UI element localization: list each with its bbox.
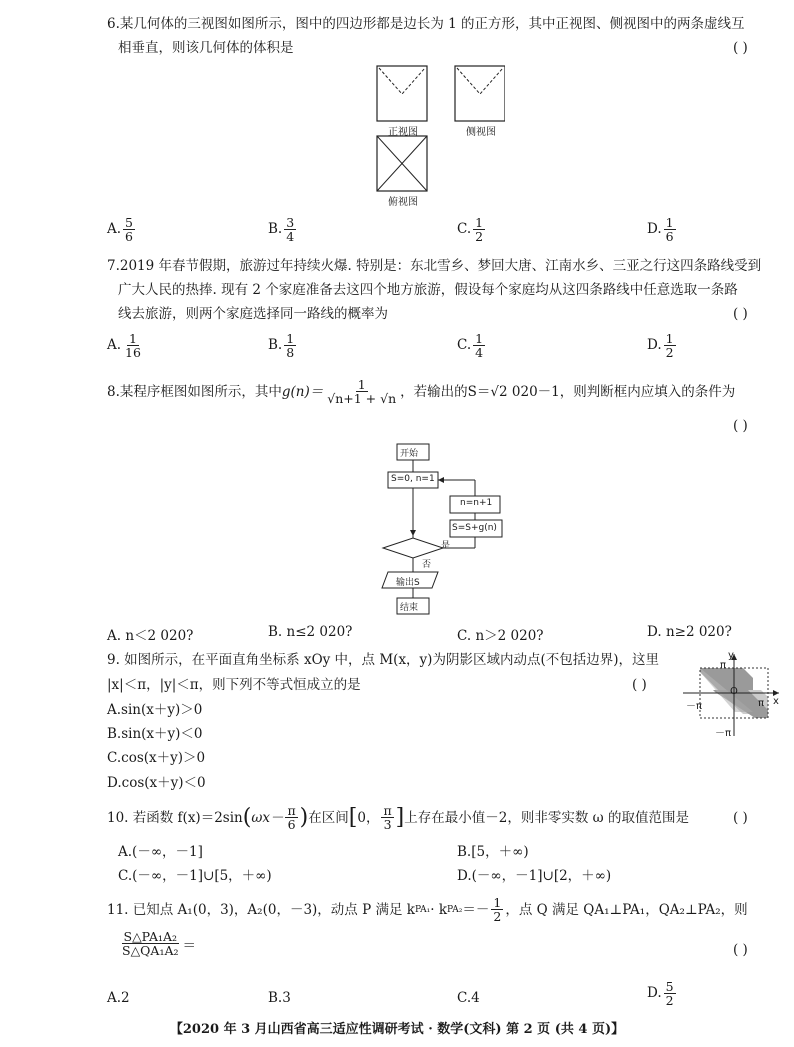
q9-option-b[interactable]: B.sin(x＋y)＜0 <box>107 726 203 742</box>
q11-option-b[interactable]: B.3 <box>268 990 291 1006</box>
q11-option-a[interactable]: A.2 <box>107 990 130 1006</box>
q11-answer-paren: ( ) <box>733 942 748 958</box>
q7-answer-paren: ( ) <box>733 306 748 322</box>
q7-line2: 广大人民的热捧. 现有 2 个家庭准备去这四个地方旅游，假设每个家庭均从这四条路线中任意选取一条路 <box>118 282 738 298</box>
page-footer: 【2020 年 3 月山西省高三适应性调研考试 · 数学(文科) 第 2 页 (共 4 页)】 <box>169 1022 625 1037</box>
q10-option-c[interactable]: C.(－∞，－1]∪[5，＋∞) <box>118 868 272 884</box>
flow-start: 开始 <box>400 449 419 459</box>
flow-output: 输出S <box>396 578 420 588</box>
q10-option-d[interactable]: D.(－∞，－1]∪[2，＋∞) <box>457 868 612 884</box>
flow-no: 否 <box>422 560 432 570</box>
q9-option-d[interactable]: D.cos(x＋y)＜0 <box>107 775 206 791</box>
q8-stem: 8.某程序框图如图所示，其中 g(n)＝ $\frac{1}{√n+1 + √n}$ ，若输出的S＝√2 020－1，则判断框内应填入的条件为 <box>107 377 736 407</box>
front-view-label: 正视图 <box>388 127 418 138</box>
graph-neg-pi-x: －π <box>686 701 703 712</box>
flow-accumulate: S=S+g(n) <box>452 523 497 533</box>
q6-option-d[interactable]: D. $\frac{1}{6}$ <box>647 215 674 245</box>
q11-ratio: $\frac{\text{S△PA₁A₂}}{\text{S△QA₁A₂}}$ ＝ <box>122 929 197 959</box>
q6-answer-paren: ( ) <box>733 40 748 56</box>
graph-x-label: x <box>773 696 779 707</box>
q10-stem: 10. 若函数 f(x)＝2sin ( ωx－ $\frac{\pi}{6}$ ) 在区间 [ 0， $\frac{\pi}{3}$ ] 上存在最小值－2，则非零实数 ω 的取值范围是 <box>107 803 689 833</box>
q6-option-c[interactable]: C. $\frac{1}{2}$ <box>457 215 484 245</box>
q9-option-a[interactable]: A.sin(x＋y)＞0 <box>107 702 203 718</box>
q7-option-a[interactable]: A. $\frac{1}{16}$ <box>107 331 141 361</box>
q7-option-c[interactable]: C. $\frac{1}{4}$ <box>457 331 484 361</box>
q11-option-d[interactable]: D. $\frac{5}{2}$ <box>647 979 674 1009</box>
q10-option-b[interactable]: B.[5，＋∞) <box>457 844 529 860</box>
graph-pi-top: π <box>720 660 727 671</box>
q6-line2: 相垂直，则该几何体的体积是 <box>118 40 294 56</box>
q9-option-c[interactable]: C.cos(x＋y)＞0 <box>107 750 206 766</box>
flow-end: 结束 <box>400 603 419 613</box>
flow-increment: n=n+1 <box>460 498 493 508</box>
q8-option-d[interactable]: D. n≥2 020? <box>647 624 732 640</box>
q7-option-d[interactable]: D. $\frac{1}{2}$ <box>647 331 674 361</box>
q8-answer-paren: ( ) <box>733 418 748 434</box>
top-view-label: 俯视图 <box>388 197 418 208</box>
graph-y-label: y <box>728 650 734 661</box>
flow-yes: 是 <box>441 541 451 551</box>
q9-line1: 9. 如图所示，在平面直角坐标系 xOy 中，点 M(x，y)为阴影区域内动点(不包括边界)，这里 <box>107 652 659 668</box>
q9-line2: |x|＜π，|y|＜π，则下列不等式恒成立的是 <box>107 677 361 693</box>
q10-answer-paren: ( ) <box>733 810 748 826</box>
graph-neg-pi-y: －π <box>715 728 732 739</box>
q7-line3: 线去旅游，则两个家庭选择同一路线的概率为 <box>118 306 388 322</box>
q9-answer-paren: ( ) <box>632 677 647 693</box>
q8-option-c[interactable]: C. n＞2 020? <box>457 628 544 644</box>
q6-option-b[interactable]: B. $\frac{3}{4}$ <box>268 215 295 245</box>
q6-option-a[interactable]: A. $\frac{5}{6}$ <box>107 215 133 245</box>
q8-option-a[interactable]: A. n＜2 020? <box>107 628 194 644</box>
q8-option-b[interactable]: B. n≤2 020? <box>268 624 353 640</box>
q11-option-c[interactable]: C.4 <box>457 990 480 1006</box>
q6-line1: 6.某几何体的三视图如图所示，图中的四边形都是边长为 1 的正方形，其中正视图、侧视图中的两条虚线互 <box>107 16 745 32</box>
q11-stem: 11. 已知点 A₁(0，3)，A₂(0，－3)，动点 P 满足 k PA₁ · k PA₂ ＝－ $\frac{1}{2}$ ，点 Q 满足 QA₁⊥PA₁，QA₂⊥PA₂，则 <box>107 895 748 925</box>
three-view-figure <box>375 64 505 214</box>
graph-pi-x: π <box>758 698 765 709</box>
side-view-label: 侧视图 <box>466 127 496 138</box>
flow-init: S=0, n=1 <box>391 474 435 484</box>
q7-option-b[interactable]: B. $\frac{1}{8}$ <box>268 331 295 361</box>
q7-line1: 7.2019 年春节假期，旅游过年持续火爆. 特别是：东北雪乡、梦回大唐、江南水乡、三亚之行这四条路线受到 <box>107 258 762 274</box>
graph-origin: O <box>730 686 738 697</box>
q10-option-a[interactable]: A.(－∞，－1] <box>118 844 203 860</box>
